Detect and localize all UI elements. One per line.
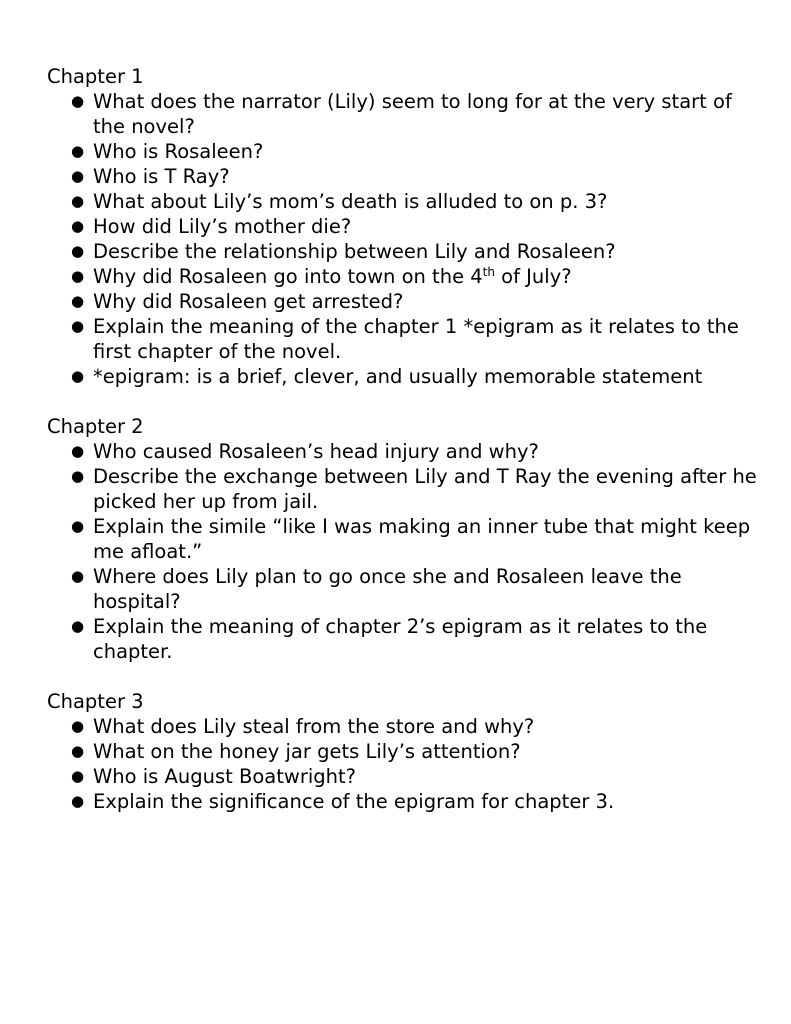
question-text: Where does Lily plan to go once she and Rosaleen leave the hospital?: [93, 565, 682, 613]
question-text: Why did Rosaleen go into town on the 4: [93, 265, 483, 288]
document-page: [47, 64, 767, 839]
list-item: [47, 189, 767, 214]
list-item: [47, 164, 767, 189]
bullet-icon: ●: [71, 367, 85, 385]
question-text: Why did Rosaleen get arrested?: [93, 290, 404, 313]
chapter-2-heading: Chapter 2: [47, 415, 144, 438]
question-text: Who is T Ray?: [93, 165, 230, 188]
list-item: [47, 739, 767, 764]
bullet-icon: ●: [71, 767, 85, 785]
list-item: [47, 139, 767, 164]
question-text: Who caused Rosaleen’s head injury and why?: [93, 440, 539, 463]
question-text: What on the honey jar gets Lily’s attention?: [93, 740, 521, 763]
bullet-icon: ●: [71, 567, 85, 585]
bullet-icon: ●: [71, 267, 85, 285]
list-item: [47, 289, 767, 314]
question-text: *epigram: is a brief, clever, and usually memorable statement: [93, 365, 703, 388]
ordinal-superscript: th: [482, 265, 495, 279]
bullet-icon: ●: [71, 142, 85, 160]
list-item: [47, 514, 767, 564]
bullet-icon: ●: [71, 442, 85, 460]
chapter-1-section: [47, 64, 767, 389]
question-text: Explain the significance of the epigram for chapter 3.: [93, 790, 615, 813]
list-item: [47, 714, 767, 739]
list-item: [47, 214, 767, 239]
bullet-icon: ●: [71, 467, 85, 485]
list-item: [47, 314, 767, 364]
bullet-icon: ●: [71, 317, 85, 335]
list-item: [47, 364, 767, 389]
list-item: [47, 239, 767, 264]
question-text: Describe the relationship between Lily and Rosaleen?: [93, 240, 616, 263]
bullet-icon: ●: [71, 517, 85, 535]
question-text: How did Lily’s mother die?: [93, 215, 352, 238]
bullet-icon: ●: [71, 92, 85, 110]
list-item: [47, 464, 767, 514]
bullet-icon: ●: [71, 292, 85, 310]
list-item: [47, 439, 767, 464]
bullet-icon: ●: [71, 167, 85, 185]
bullet-icon: ●: [71, 742, 85, 760]
question-text: Describe the exchange between Lily and T Ray the evening after he picked her up from jail.: [93, 465, 757, 513]
list-item: [47, 764, 767, 789]
chapter-2-question-list: [47, 439, 767, 664]
bullet-icon: ●: [71, 192, 85, 210]
list-item: [47, 89, 767, 139]
question-text: Explain the simile “like I was making an inner tube that might keep me afloat.”: [93, 515, 751, 563]
question-text-end: of July?: [494, 265, 572, 288]
list-item: [47, 789, 767, 814]
bullet-icon: ●: [71, 242, 85, 260]
list-item: [47, 564, 767, 614]
bullet-icon: ●: [71, 217, 85, 235]
bullet-icon: ●: [71, 617, 85, 635]
chapter-2-section: [47, 414, 767, 664]
list-item: [47, 264, 767, 289]
question-text: What does Lily steal from the store and why?: [93, 715, 535, 738]
chapter-1-question-list: [47, 89, 767, 389]
list-item: [47, 614, 767, 664]
question-text: Who is August Boatwright?: [93, 765, 357, 788]
question-text: What about Lily’s mom’s death is alluded to on p. 3?: [93, 190, 608, 213]
question-text: Explain the meaning of the chapter 1 *epigram as it relates to the first chapter of the novel.: [93, 315, 739, 363]
bullet-icon: ●: [71, 717, 85, 735]
question-text: What does the narrator (Lily) seem to long for at the very start of the novel?: [93, 90, 732, 138]
chapter-1-heading: Chapter 1: [47, 65, 144, 88]
chapter-3-question-list: [47, 714, 767, 814]
bullet-icon: ●: [71, 792, 85, 810]
chapter-3-section: [47, 689, 767, 814]
question-text: Who is Rosaleen?: [93, 140, 264, 163]
question-text: Explain the meaning of chapter 2’s epigram as it relates to the chapter.: [93, 615, 708, 663]
chapter-3-heading: Chapter 3: [47, 690, 144, 713]
